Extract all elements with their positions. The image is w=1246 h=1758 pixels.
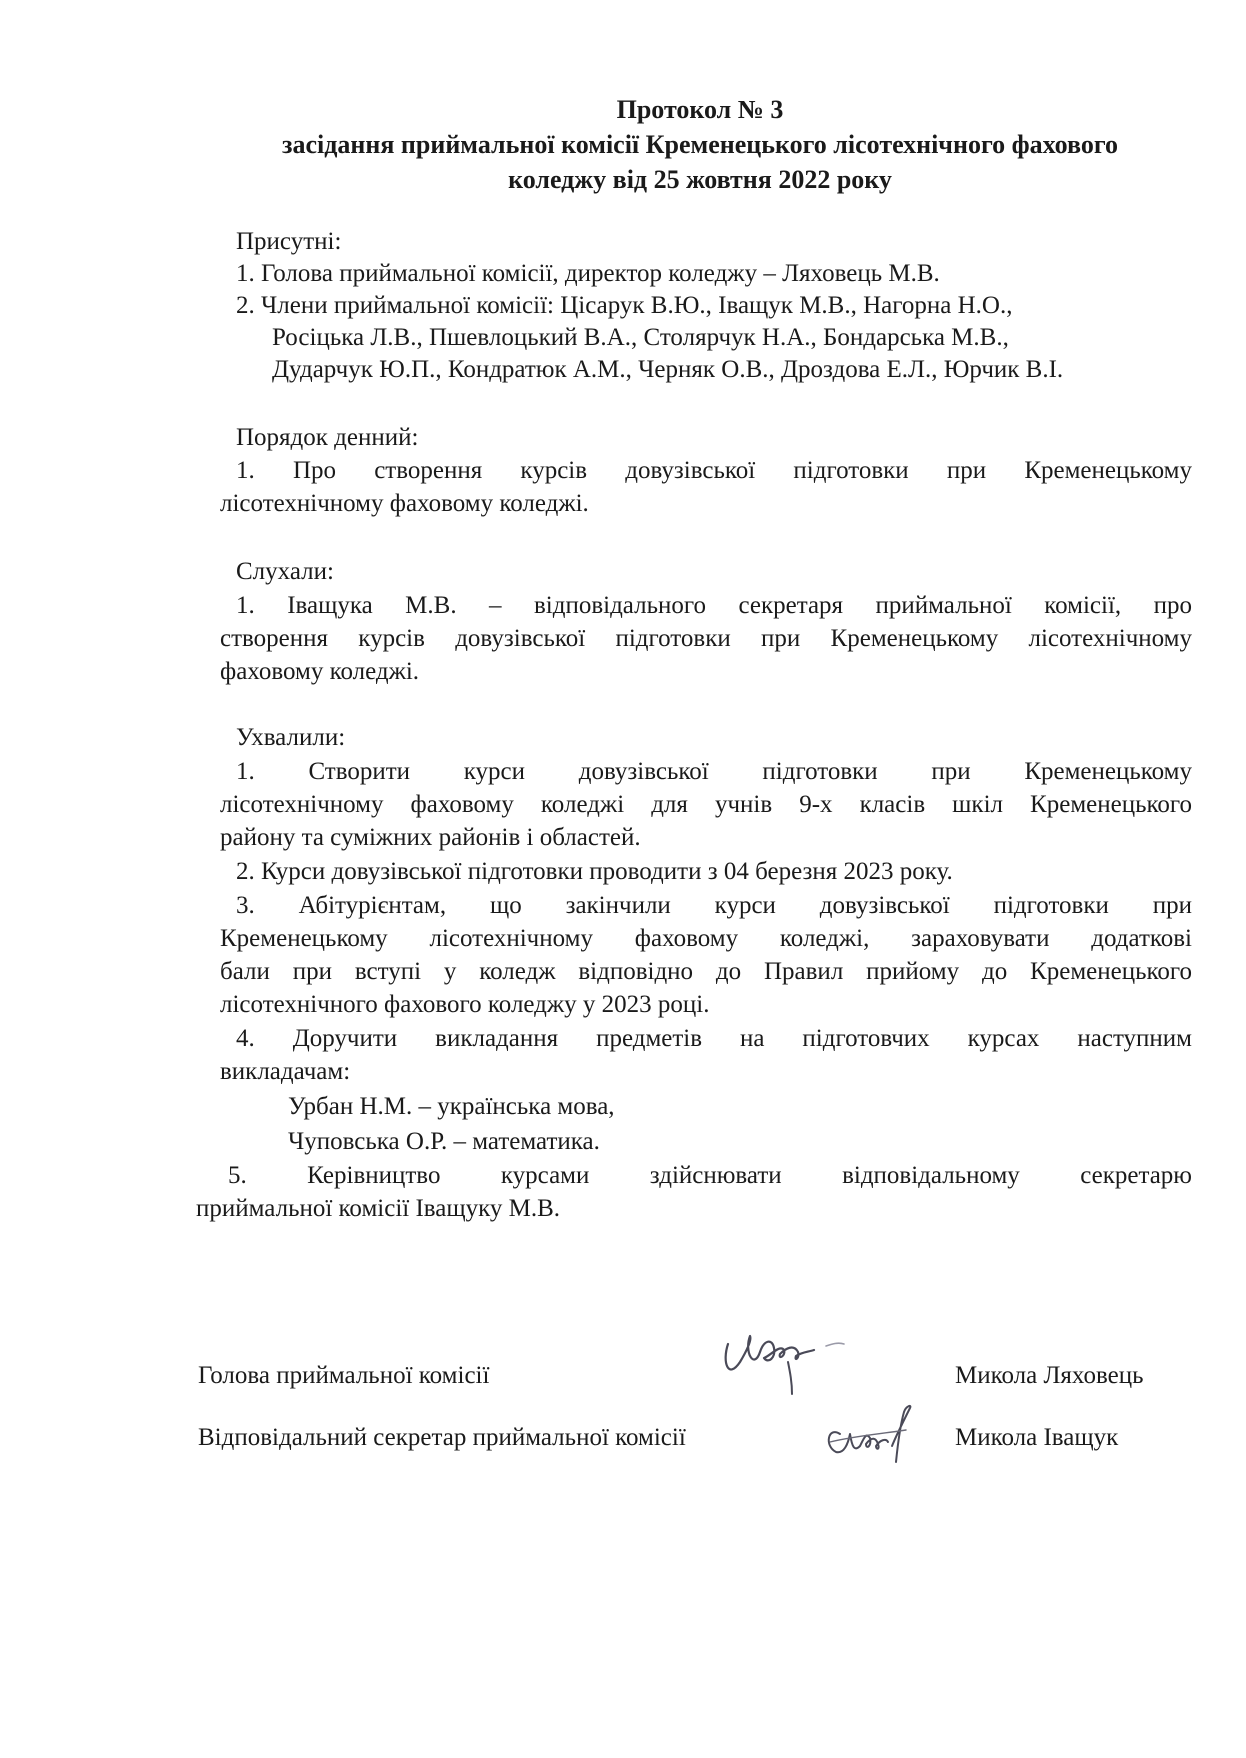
present-item-2-line3: Дударчук Ю.П., Кондратюк А.М., Черняк О.В., Дроздова Е.Л., Юрчик В.І. [272, 356, 1064, 383]
heard-item-1-line2: створення курсів довузівської підготовки при Кременецькому лісотехнічному [220, 625, 1192, 652]
heard-label: Слухали: [236, 558, 334, 585]
agenda-label: Порядок денний: [236, 424, 419, 451]
agenda-item-1-line1: 1. Про створення курсів довузівської підготовки при Кременецькому [236, 457, 1192, 484]
resolved-item-3-line3: бали при вступі у коледж відповідно до Правил прийому до Кременецького [220, 958, 1192, 985]
resolved-label: Ухвалили: [236, 724, 346, 751]
resolved-item-1-line1: 1. Створити курси довузівської підготовки при Кременецькому [236, 758, 1192, 785]
chair-name: Микола Ляховець [955, 1362, 1144, 1389]
secretary-signature [814, 1390, 924, 1480]
document-subtitle-line1: засідання приймальної комісії Кременецького лісотехнічного фахового [282, 130, 1118, 159]
present-label: Присутні: [236, 228, 342, 255]
resolved-item-4-line2: викладачам: [220, 1058, 351, 1085]
resolved-item-1-line2: лісотехнічному фаховому коледжі для учнів 9-х класів шкіл Кременецького [220, 791, 1192, 818]
resolved-item-3-line1: 3. Абітурієнтам, що закінчили курси довузівської підготовки при [236, 892, 1192, 919]
resolved-item-5-line2: приймальної комісії Іващуку М.В. [196, 1195, 561, 1222]
resolved-item-2: 2. Курси довузівської підготовки проводити з 04 березня 2023 року. [236, 858, 953, 885]
resolved-item-3-line2: Кременецькому лісотехнічному фаховому коледжі, зараховувати додаткові [220, 925, 1192, 952]
resolved-item-3-line4: лісотехнічного фахового коледжу у 2023 році. [220, 991, 710, 1018]
agenda-item-1-line2: лісотехнічному фаховому коледжі. [220, 490, 589, 517]
document-subtitle-line2: коледжу від 25 жовтня 2022 року [508, 165, 892, 194]
chair-title: Голова приймальної комісії [198, 1362, 490, 1389]
secretary-title: Відповідальний секретар приймальної комісії [198, 1424, 686, 1451]
heard-item-1-line3: фаховому коледжі. [220, 658, 420, 685]
teacher-1: Урбан Н.М. – українська мова, [288, 1093, 615, 1120]
document-title: Протокол № 3 [616, 95, 784, 124]
heard-item-1-line1: 1. Іващука М.В. – відповідального секретаря приймальної комісії, про [236, 592, 1192, 619]
present-item-1: 1. Голова приймальної комісії, директор коледжу – Ляховець М.В. [236, 260, 940, 287]
present-item-2-line1: 2. Члени приймальної комісії: Цісарук В.Ю., Іващук М.В., Нагорна Н.О., [236, 292, 1013, 319]
teacher-2: Чуповська О.Р. – математика. [288, 1128, 600, 1155]
resolved-item-4-line1: 4. Доручити викладання предметів на підготовчих курсах наступним [236, 1025, 1192, 1052]
present-item-2-line2: Росіцька Л.В., Пшевлоцький В.А., Столярчук Н.А., Бондарська М.В., [272, 324, 1009, 351]
resolved-item-5-line1: 5. Керівництво курсами здійснювати відповідальному секретарю [228, 1162, 1192, 1189]
secretary-name: Микола Іващук [955, 1424, 1119, 1451]
resolved-item-1-line3: району та суміжних районів і областей. [220, 824, 641, 851]
